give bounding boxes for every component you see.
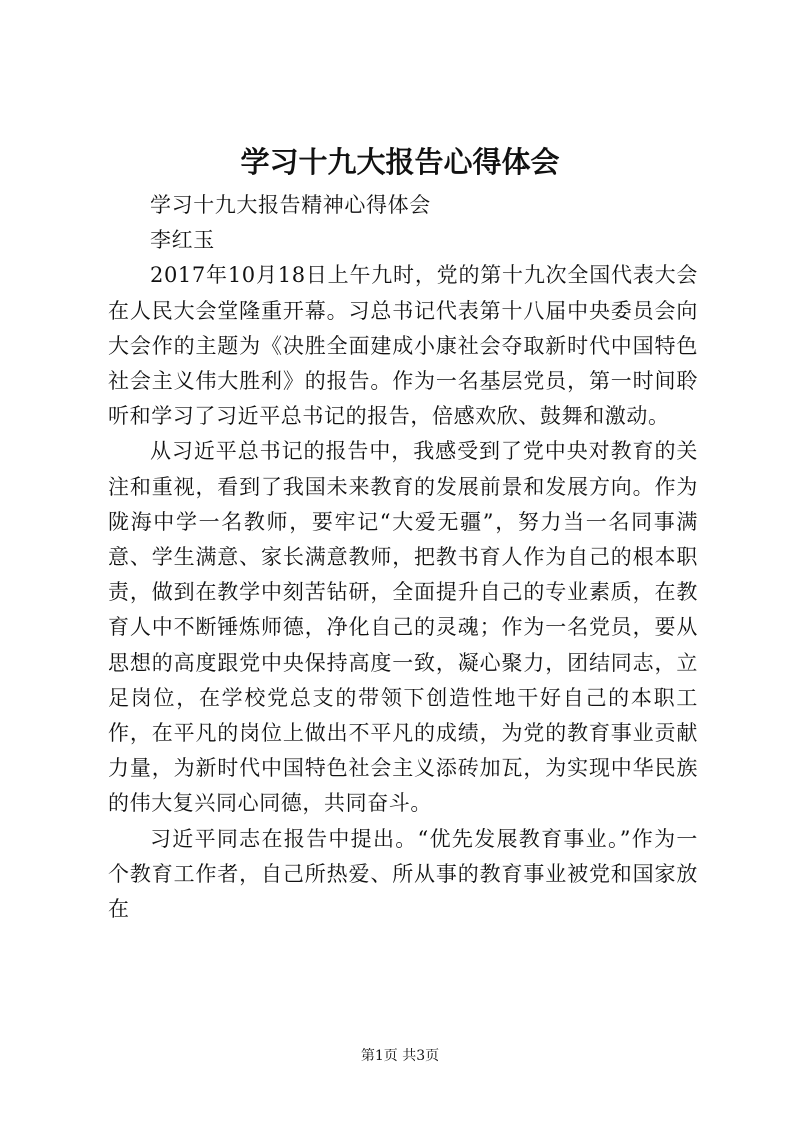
document-title: 学习十九大报告心得体会 (240, 145, 560, 179)
page-number-footer: 第1页 共3页 (360, 1048, 440, 1064)
paragraph-3: 习近平同志在报告中提出。“优先发展教育事业。”作为一个教育工作者，自己所热爱、所从事的教育事业被党和国家放在 (108, 826, 698, 922)
subtitle-line: 学习十九大报告精神心得体会 (150, 193, 431, 217)
paragraph-2: 从习近平总书记的报告中，我感受到了党中央对教育的关注和重视，看到了我国未来教育的发展前景和发展方向。作为陇海中学一名教师，要牢记“大爱无疆”，努力当一名同事满意、学生满意、家长满意教师，把教书育人作为自己的根本职责，做到在教学中刻苦钻研，全面提升自己的专业素质，在教育人中不断锤炼师德，净化自己的灵魂；作为一名党员，要从思想的高度跟党中央保持高度一致，凝心聚力，团结同志，立足岗位，在学校党总支的带领下创造性地干好自己的本职工作，在平凡的岗位上做出不平凡的成绩，为党的教育事业贡献力量，为新时代中国特色社会主义添砖加瓦，为实现中华民族的伟大复兴同心同德，共同奋斗。 (108, 439, 698, 816)
document-body (108, 188, 698, 927)
paragraph-1: 2017年10月18日上午九时，党的第十九次全国代表大会在人民大会堂隆重开幕。习总书记代表第十八届中央委员会向大会作的主题为《决胜全面建成小康社会夺取新时代中国特色社会主义伟大胜利》的报告。作为一名基层党员，第一时间聆听和学习了习近平总书记的报告，倍感欢欣、鼓舞和激动。 (108, 263, 698, 429)
author-line: 李红玉 (150, 228, 215, 253)
